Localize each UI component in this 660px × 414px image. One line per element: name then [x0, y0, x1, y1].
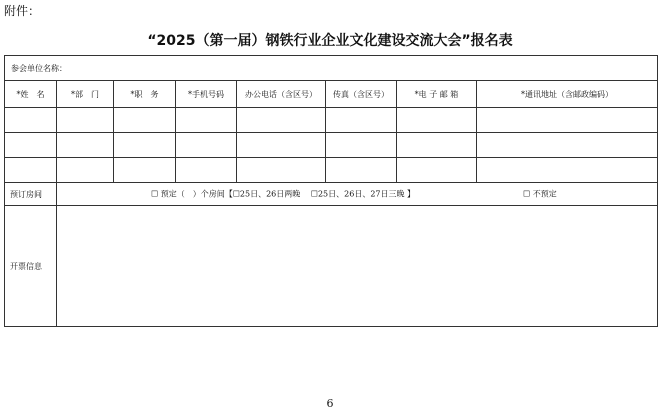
unit-name-label: 参会单位名称：: [11, 63, 67, 73]
name-cell[interactable]: [5, 158, 57, 183]
column-header-name: *姓 名: [5, 81, 57, 108]
table-row: [5, 108, 658, 133]
invoice-info-field[interactable]: [57, 206, 658, 327]
position-cell[interactable]: [114, 158, 176, 183]
room-booking-options: [57, 183, 658, 206]
invoice-info-row: [5, 206, 658, 327]
unit-name-field[interactable]: [5, 56, 658, 81]
attachment-label: 附件：: [4, 4, 41, 18]
position-cell[interactable]: [114, 133, 176, 158]
name-cell[interactable]: [5, 108, 57, 133]
mobile-cell[interactable]: [176, 133, 237, 158]
address-cell[interactable]: [477, 108, 658, 133]
room-booking-label: 预订房间: [5, 183, 57, 206]
form-title: “2025（第一届）钢铁行业企业文化建设交流大会”报名表: [147, 33, 513, 49]
office-phone-cell[interactable]: [237, 158, 326, 183]
column-header-office-phone: 办公电话（含区号）: [237, 81, 326, 108]
column-header-mobile: *手机号码: [176, 81, 237, 108]
column-header-department: *部 门: [57, 81, 114, 108]
department-cell[interactable]: [57, 108, 114, 133]
registration-form-table: [4, 55, 658, 327]
invoice-info-label: 开票信息: [5, 206, 57, 327]
address-cell[interactable]: [477, 158, 658, 183]
fax-cell[interactable]: [326, 158, 397, 183]
email-cell[interactable]: [397, 133, 477, 158]
fax-cell[interactable]: [326, 133, 397, 158]
unit-name-row: [5, 56, 658, 81]
column-header-address: *通讯地址（含邮政编码）: [477, 81, 658, 108]
no-booking-option[interactable]: ☐ 不预定: [523, 189, 557, 199]
column-header-email: *电 子 邮 箱: [397, 81, 477, 108]
mobile-cell[interactable]: [176, 108, 237, 133]
email-cell[interactable]: [397, 108, 477, 133]
header-row: [5, 81, 658, 108]
column-header-fax: 传真（含区号）: [326, 81, 397, 108]
address-cell[interactable]: [477, 133, 658, 158]
position-cell[interactable]: [114, 108, 176, 133]
department-cell[interactable]: [57, 133, 114, 158]
table-row: [5, 133, 658, 158]
email-cell[interactable]: [397, 158, 477, 183]
fax-cell[interactable]: [326, 108, 397, 133]
column-header-position: *职 务: [114, 81, 176, 108]
room-booking-option[interactable]: ☐ 预定（ ）个房间【☐25日、26日两晚 ☐25日、26日、27日三晚 】: [151, 189, 416, 199]
office-phone-cell[interactable]: [237, 133, 326, 158]
office-phone-cell[interactable]: [237, 108, 326, 133]
page-number: 6: [326, 397, 334, 410]
name-cell[interactable]: [5, 133, 57, 158]
room-booking-row: [5, 183, 658, 206]
table-row: [5, 158, 658, 183]
mobile-cell[interactable]: [176, 158, 237, 183]
department-cell[interactable]: [57, 158, 114, 183]
